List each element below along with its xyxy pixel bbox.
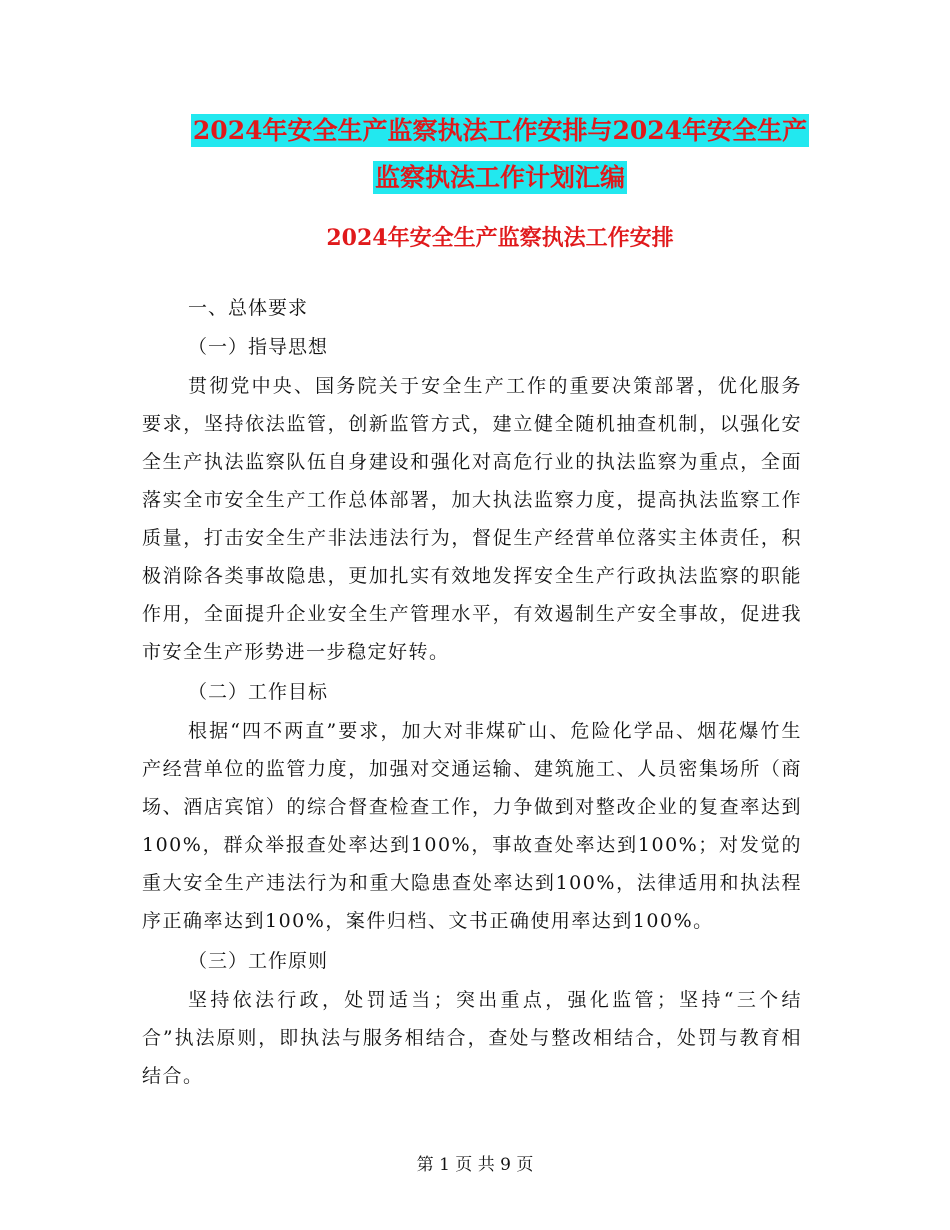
main-title-line-1-text: 2024年安全生产监察执法工作安排与2024年安全生产 bbox=[192, 116, 808, 145]
section-heading: 一、总体要求 bbox=[188, 297, 309, 319]
main-title-line-1 bbox=[140, 108, 860, 153]
subsection-heading-2: （二）工作目标 bbox=[188, 681, 329, 703]
main-title-line-2 bbox=[140, 155, 860, 200]
subsection-heading-1: （一）指导思想 bbox=[188, 336, 329, 358]
main-title-line-2-text: 监察执法工作计划汇编 bbox=[374, 163, 625, 192]
paragraph-guiding-thought: 贯彻党中央、国务院关于安全生产工作的重要决策部署，优化服务要求，坚持依法监管，创新监管方式，建立健全随机抽查机制，以强化安全生产执法监察队伍自身建设和强化对高危行业的执法监察为重点，全面落实全市安全生产工作总体部署，加大执法监察力度，提高执法监察工作质量，打击安全生产非法违法行为，督促生产经营单位落实主体责任，积极消除各类事故隐患，更加扎实有效地发挥安全生产行政执法监察的职能作用，全面提升企业安全生产管理水平，有效遏制生产安全事故，促进我市安全生产形势进一步稳定好转。 bbox=[142, 375, 802, 663]
paragraph-work-goals: 根据“四不两直”要求，加大对非煤矿山、危险化学品、烟花爆竹生产经营单位的监管力度，加强对交通运输、建筑施工、人员密集场所（商场、酒店宾馆）的综合督查检查工作，力争做到对整改企业的复查率达到100%，群众举报查处率达到100%，事故查处率达到100%；对发觉的重大安全生产违法行为和重大隐患查处率达到100%，法律适用和执法程序正确率达到100%，案件归档、文书正确使用率达到100%。 bbox=[142, 720, 802, 932]
document-body bbox=[142, 290, 802, 1095]
page-number: 第 1 页 共 9 页 bbox=[416, 1155, 534, 1175]
paragraph-work-principles: 坚持依法行政，处罚适当；突出重点，强化监管；坚持“三个结合”执法原则，即执法与服务相结合，查处与整改相结合，处罚与教育相结合。 bbox=[142, 989, 802, 1087]
subtitle: 2024年安全生产监察执法工作安排 bbox=[326, 225, 674, 251]
subsection-heading-3: （三）工作原则 bbox=[188, 950, 329, 972]
